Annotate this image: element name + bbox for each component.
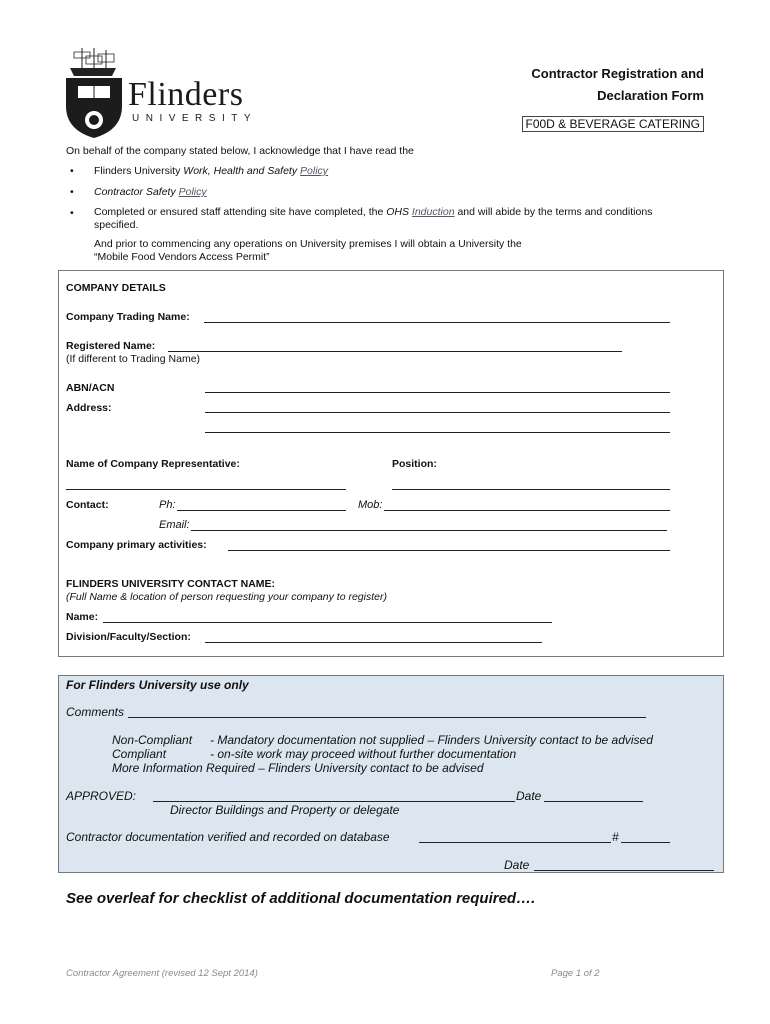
- permit-line1: And prior to commencing any operations on University premises I will obtain a University the: [94, 238, 522, 250]
- trading-name-field[interactable]: [204, 322, 670, 323]
- rep-name-field[interactable]: [66, 489, 346, 490]
- footer-revision: Contractor Agreement (revised 12 Sept 2014): [66, 968, 258, 979]
- status-noncompliant: Non-Compliant: [112, 733, 193, 747]
- bullet-induction: [94, 206, 684, 232]
- bullet3-post: and will abide by the terms and conditions specified.: [94, 206, 653, 231]
- footer-page-number: Page 1 of 2: [551, 968, 600, 979]
- email-field[interactable]: [191, 530, 667, 531]
- mob-label: Mob:: [358, 499, 383, 511]
- bullet-safety-policy: [94, 186, 684, 199]
- activities-field[interactable]: [228, 550, 670, 551]
- bullet-whs-policy: [94, 165, 684, 178]
- whs-policy-link[interactable]: Policy: [300, 165, 329, 177]
- registered-name-label: Registered Name:: [66, 340, 156, 352]
- date2-field[interactable]: [534, 870, 714, 871]
- address-field-line2[interactable]: [205, 432, 670, 433]
- permit-line2: “Mobile Food Vendors Access Permit”: [94, 251, 270, 263]
- fu-name-label: Name:: [66, 611, 99, 623]
- verified-label: Contractor documentation verified and recorded on database: [66, 830, 390, 844]
- fu-contact-note: (Full Name & location of person requesting your company to register): [66, 591, 387, 603]
- division-label: Division/Faculty/Section:: [66, 631, 191, 643]
- bullet3-italic: OHS: [386, 206, 412, 218]
- position-field[interactable]: [392, 489, 670, 490]
- record-number-field[interactable]: [621, 842, 670, 843]
- bullet2-italic: Contractor Safety: [94, 186, 179, 198]
- activities-label: Company primary activities:: [66, 539, 207, 551]
- bullet-dot: •: [70, 165, 74, 177]
- office-use-heading: For Flinders University use only: [66, 678, 249, 692]
- hash-label: #: [612, 830, 619, 844]
- division-field[interactable]: [205, 642, 542, 643]
- email-label: Email:: [159, 519, 190, 531]
- address-label: Address:: [66, 402, 112, 414]
- overleaf-note: See overleaf for checklist of additional documentation required….: [66, 890, 536, 907]
- address-field-line1[interactable]: [205, 412, 670, 413]
- safety-policy-link[interactable]: Policy: [178, 186, 207, 198]
- intro-text: On behalf of the company stated below, I acknowledge that I have read the: [66, 145, 414, 157]
- rep-name-label: Name of Company Representative:: [66, 458, 240, 470]
- abn-field[interactable]: [205, 392, 670, 393]
- status-noncompliant-desc: - Mandatory documentation not supplied – Flinders University contact to be advised: [210, 733, 653, 747]
- category-box: F00D & BEVERAGE CATERING: [522, 116, 705, 132]
- comments-label: Comments: [66, 705, 125, 719]
- contact-label: Contact:: [66, 499, 109, 511]
- director-caption: Director Buildings and Property or delegate: [170, 803, 400, 817]
- approved-date-label: Date: [516, 789, 542, 803]
- bullet3-pre: Completed or ensured staff attending site have completed, the: [94, 206, 387, 218]
- fu-contact-heading: FLINDERS UNIVERSITY CONTACT NAME:: [66, 578, 276, 590]
- ph-label: Ph:: [159, 499, 176, 511]
- bullet1-pre: Flinders University: [94, 165, 184, 177]
- company-details-heading: COMPANY DETAILS: [66, 282, 166, 294]
- approved-signature-field[interactable]: [153, 801, 515, 802]
- bullet-dot: •: [70, 186, 74, 198]
- date2-label: Date: [504, 858, 530, 872]
- form-title-line2: Declaration Form: [597, 88, 704, 103]
- status-compliant-desc: - on-site work may proceed without further documentation: [210, 747, 517, 761]
- fu-name-field[interactable]: [103, 622, 552, 623]
- status-compliant: Compliant: [112, 747, 167, 761]
- abn-label: ABN/ACN: [66, 382, 115, 394]
- form-title-line1: Contractor Registration and: [531, 66, 704, 81]
- approved-label: APPROVED:: [66, 789, 137, 803]
- status-more-info: More Information Required – Flinders University contact to be advised: [112, 761, 484, 775]
- phone-field[interactable]: [177, 510, 346, 511]
- approved-date-field[interactable]: [544, 801, 643, 802]
- logo-wordmark: Flinders: [128, 76, 244, 113]
- bullet1-italic: Work, Health and Safety: [183, 165, 301, 177]
- database-field[interactable]: [419, 842, 611, 843]
- logo-subtitle: UNIVERSITY: [132, 113, 258, 124]
- comments-field[interactable]: [128, 717, 646, 718]
- mobile-field[interactable]: [384, 510, 670, 511]
- position-label: Position:: [392, 458, 437, 470]
- induction-link[interactable]: Induction: [411, 206, 455, 218]
- registered-name-field[interactable]: [168, 351, 622, 352]
- bullet-dot: •: [70, 207, 74, 219]
- crest-icon: [60, 46, 130, 141]
- registered-name-note: (If different to Trading Name): [66, 353, 201, 365]
- trading-name-label: Company Trading Name:: [66, 311, 190, 323]
